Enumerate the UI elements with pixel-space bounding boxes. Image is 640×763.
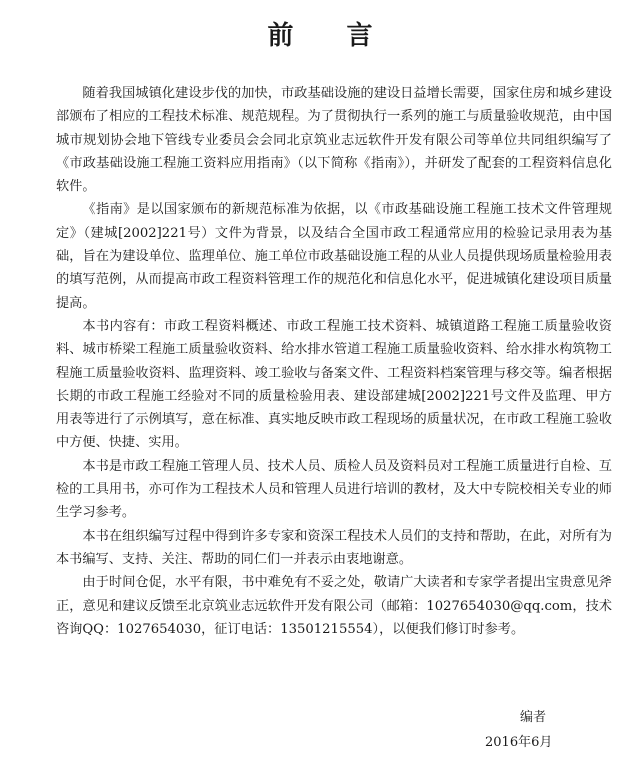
paragraph-3: 本书内容有：市政工程资料概述、市政工程施工技术资料、城镇道路工程施工质量验收资料、城市桥梁工程施工质量验收资料、给水排水管道工程施工质量验收资料、给水排水构筑物工程施工质量验收资料、监理资料、竣工验收与备案文件、工程资料档案管理与移交等。编者根据长期的市政工程施工经验对不同的质量检验用表、建设部建城[2002]221号文件及监理、甲方用表等进行了示例填写，意在标准、真实地反映市政工程现场的质量状况，在市政工程施工验收中方便、快捷、实用。 <box>56 318 612 451</box>
paragraph-2: 《指南》是以国家颁布的新规范标准为依据，以《市政基础设施工程施工技术文件管理规定》（建城[2002]221号）文件为背景，以及结合全国市政工程通常应用的检验记录用表为基础，旨在为建设单位、监理单位、施工单位市政基础设施工程的从业人员提供现场质量检验用表的填写范例，从而提高市政工程资料管理工作的规范化和信息化水平，促进城镇化建设项目质量提高。 <box>56 202 612 311</box>
preface-body <box>56 82 612 641</box>
author-signature: 编者 <box>520 710 547 725</box>
paragraph-5: 本书在组织编写过程中得到许多专家和资深工程技术人员们的支持和帮助，在此，对所有为本书编写、支持、关注、帮助的同仁们一并表示由衷地谢意。 <box>56 528 612 567</box>
publication-date: 2016年6月 <box>485 735 553 750</box>
paragraph-4: 本书是市政工程施工管理人员、技术人员、质检人员及资料员对工程施工质量进行自检、互检的工具用书，亦可作为工程技术人员和管理人员进行培训的教材，及大中专院校相关专业的师生学习参考。 <box>56 458 612 521</box>
page-title: 前 言 <box>267 21 395 51</box>
paragraph-6: 由于时间仓促，水平有限，书中难免有不妥之处，敬请广大读者和专家学者提出宝贵意见斧正，意见和建议反馈至北京筑业志远软件开发有限公司（邮箱：1027654030@qq.com，技术咨询QQ：1027654030，征订电话：13501215554），以便我们修订时参考。 <box>56 575 612 637</box>
paragraph-1: 随着我国城镇化建设步伐的加快，市政基础设施的建设日益增长需要，国家住房和城乡建设部颁布了相应的工程技术标准、规范规程。为了贯彻执行一系列的施工与质量验收规范，由中国城市规划协会地下管线专业委员会会同北京筑业志远软件开发有限公司等单位共同组织编写了《市政基础设施工程施工资料应用指南》（以下简称《指南》），并研发了配套的工程资料信息化软件。 <box>56 86 612 195</box>
